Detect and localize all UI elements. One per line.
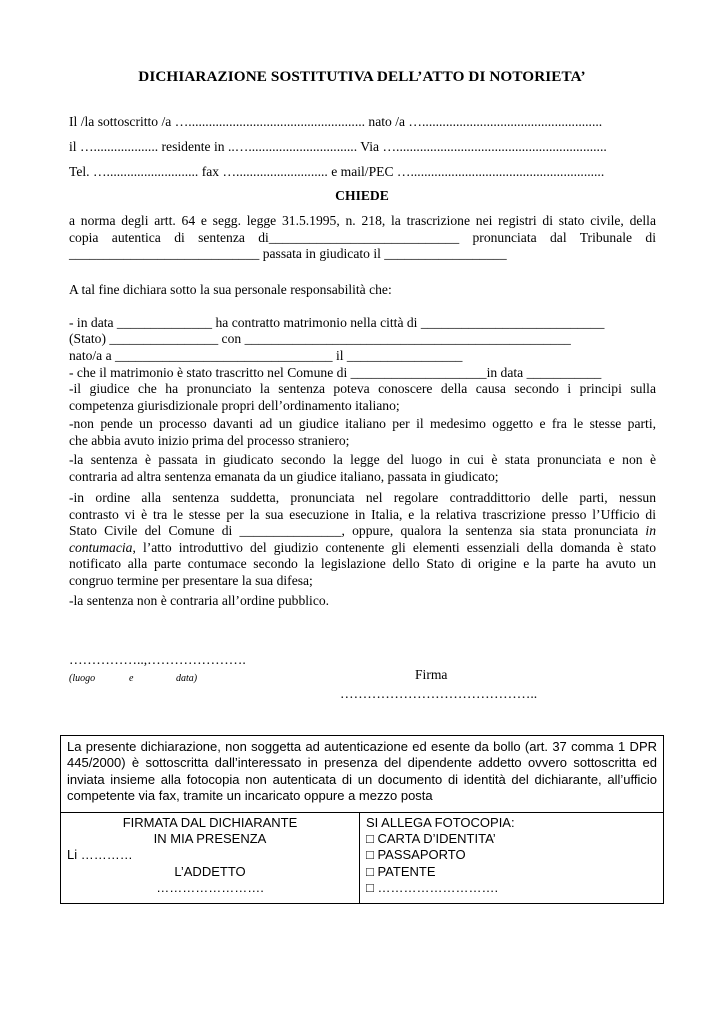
condition-row: contrasto vi è tra le stesse per la sua esecuzione in Italia, e la relativa trascrizione presso l’Ufficio di — [69, 506, 656, 522]
personal-data-line-2: il …................... residente in ..…................................ Via ….............................................................. — [69, 139, 607, 154]
condition-row: che abbia avuto inizio prima del processo straniero; — [69, 432, 350, 448]
condition-row — [69, 540, 656, 557]
condition-row: competenza giurisdizionale propri dell’ordinamento italiano; — [69, 397, 400, 413]
personal-data-line-3: Tel. …........................... fax …........................... e mail/PEC …......................................................... — [69, 164, 605, 179]
signed-by-declarant: FIRMATA DAL DICHIARANTE — [122, 815, 298, 830]
italic-word: contumacia — [69, 539, 133, 555]
checkbox-passport[interactable]: □ PASSAPORTO — [366, 847, 466, 863]
condition-row: -non pende un processo davanti ad un giudice italiano per il medesimo oggetto e fra le stesse parti, — [69, 416, 656, 431]
marriage-date-line: - in data ______________ ha contratto matrimonio nella città di ___________________________ — [69, 315, 605, 330]
condition-jurisdiction — [69, 381, 656, 414]
attachment-title: SI ALLEGA FOTOCOPIA: — [366, 815, 515, 830]
place-label: (luogo — [69, 673, 96, 684]
li-date-field: Li ………… — [67, 847, 133, 863]
signed-presence-cell — [61, 815, 359, 896]
declaration-intro: A tal fine dichiara sotto la sua personale responsabilità che: — [69, 282, 392, 297]
and-label: e — [129, 673, 134, 684]
condition-row: -la sentenza è passata in giudicato secondo la legge del luogo in cui è stata pronunciata e non è — [69, 452, 656, 467]
condition-row — [69, 523, 656, 540]
request-row: a norma degli artt. 64 e segg. legge 31.5.1995, n. 218, la trascrizione nei registri di stato civile, della — [69, 213, 656, 228]
condition-row-text: Stato Civile del Comune di _______________, oppure, qualora la sentenza sia stata pronunciata — [69, 523, 646, 539]
condition-row: congruo termine per presentare la sua difesa; — [69, 572, 313, 588]
signature-field: …………………………………….. — [340, 686, 538, 701]
condition-public-order: -la sentenza non è contraria all’ordine pubblico. — [69, 593, 330, 608]
checkbox-driving-license[interactable]: □ PATENTE — [366, 863, 436, 879]
condition-row-text: , l’atto introduttivo del giudizio contenente gli elementi essenziali della domanda è stato — [132, 539, 656, 555]
italic-word: in — [645, 523, 656, 539]
request-row: ____________________________ passata in giudicato il __________________ — [69, 246, 507, 262]
notice-row: 445/2000) è sottoscritta dall’interessato in presenza del dipendente addetto ovvero sottoscritta ed — [67, 755, 657, 771]
date-label: data) — [176, 673, 198, 684]
request-row: copia autentica di sentenza di____________________________ pronunciata dal Tribunale di — [69, 229, 656, 245]
checkbox-other-document[interactable]: □ ………………………. — [366, 879, 499, 895]
place-date-field: ……………..,…………………. — [69, 652, 246, 667]
condition-row: -il giudice che ha pronunciato la sentenza poteva conoscere della causa secondo i principi sulla — [69, 381, 656, 396]
condition-row: -in ordine alla sentenza suddetta, pronunciata nel regolare contraddittorio delle parti, nessun — [69, 490, 656, 505]
condition-no-pending — [69, 416, 656, 449]
checkbox-identity-card[interactable]: □ CARTA D’IDENTITA’ — [366, 831, 496, 847]
marriage-born-line: nato/a a ________________________________ il _________________ — [69, 348, 463, 363]
personal-data-line-1: Il /la sottoscritto /a ….................................................... nato /a …..................................................... — [69, 114, 603, 129]
condition-row: contraria ad altra sentenza emanata da un giudice italiano, passata in giudicato; — [69, 468, 499, 484]
officer-signature-field: ……………………. — [156, 879, 264, 895]
signature-attachment-box — [60, 812, 664, 904]
officer-label: L’ADDETTO — [174, 863, 246, 879]
notice-text — [67, 739, 657, 805]
box-divider — [359, 813, 360, 903]
notice-row: La presente dichiarazione, non soggetta ad autenticazione ed esente da bollo (art. 37 comma 1 DPR — [67, 739, 657, 754]
notice-row: inviata insieme alla fotocopia non autenticata di un documento di identità del dichiarante, all’ufficio — [67, 771, 657, 787]
condition-row: notificato alla parte contumace secondo la legislazione dello Stato di origine e la parte ha avuto un — [69, 556, 656, 572]
notice-box — [60, 735, 664, 813]
signature-label: Firma — [415, 667, 448, 682]
marriage-state-line: (Stato) ________________ con ________________________________________________ — [69, 331, 571, 346]
notice-row: competente via fax, tramite un incaricato oppure a mezzo posta — [67, 788, 433, 804]
request-paragraph — [69, 213, 656, 263]
chiede-heading: CHIEDE — [335, 188, 389, 203]
marriage-transcription-line: - che il matrimonio è stato trascritto nel Comune di ____________________in data ___________ — [69, 365, 602, 380]
document-title: DICHIARAZIONE SOSTITUTIVA DELL’ATTO DI NOTORIETA’ — [138, 68, 586, 85]
condition-contradictory — [69, 490, 656, 590]
condition-res-judicata — [69, 452, 656, 485]
in-my-presence: IN MIA PRESENZA — [153, 831, 267, 847]
attachment-cell — [366, 815, 656, 896]
